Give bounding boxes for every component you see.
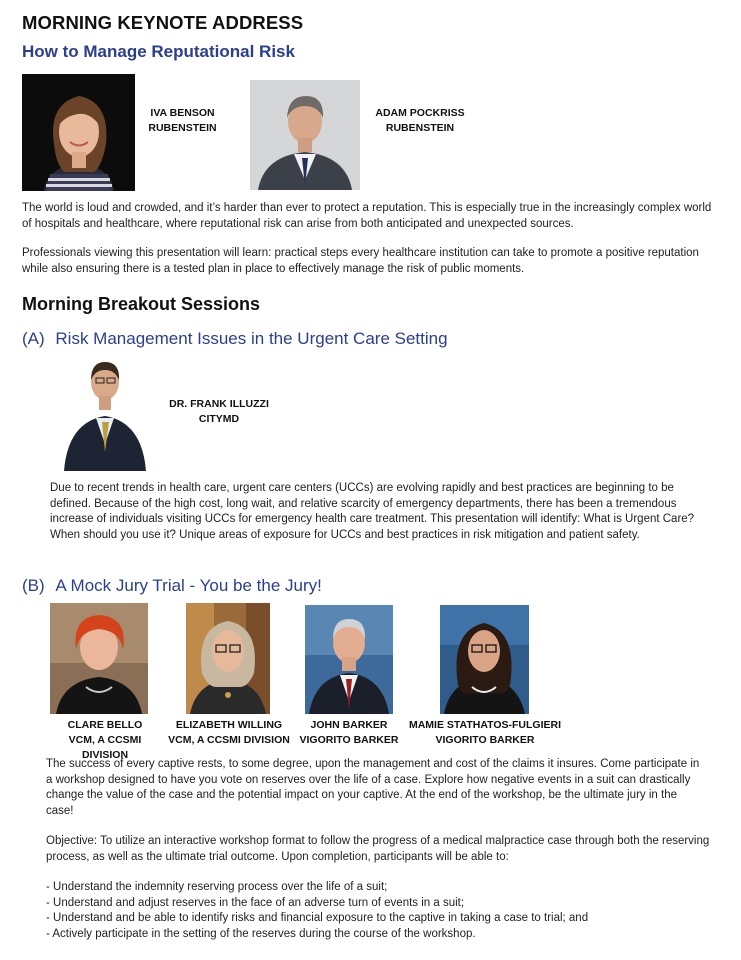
speaker-card-iva-benson (140, 106, 225, 136)
speaker-name: JOHN BARKER (310, 719, 388, 731)
speaker-org: VIGORITO BARKER (299, 734, 399, 746)
speaker-photo-adam-pockriss (250, 80, 360, 190)
speaker-org: CITYMD (198, 413, 240, 425)
speaker-card-john-barker (296, 718, 402, 748)
list-item: - Understand and be able to identify risks and financial exposure to the captive in taking a case to trial; and (46, 912, 589, 924)
keynote-title: MORNING KEYNOTE ADDRESS (22, 12, 304, 33)
speaker-name: MAMIE STATHATOS-FULGIERI (408, 719, 562, 731)
speaker-name: DR. FRANK ILLUZZI (169, 398, 269, 410)
speaker-card-elizabeth-willing (168, 718, 290, 748)
speaker-org: RUBENSTEIN (148, 122, 217, 134)
speaker-photo-iva-benson (22, 74, 135, 191)
session-b-title: A Mock Jury Trial - You be the Jury! (55, 576, 322, 595)
session-a-description: Due to recent trends in health care, urgent care centers (UCCs) are evolving rapidly and best practices are beginning to be defined. Because of the high cost, long wait, and relative scarcity of emergency departments, there has been a tremendous increase of individuals visiting UCCs for emergency health care treatment. This presentation will identify: What is Urgent Care? When should you use it? Unique areas of exposure for UCCs and best practices in risk mitigation and patient safety. (50, 482, 695, 541)
speaker-name: CLARE BELLO (67, 719, 143, 731)
session-b-description: The success of every captive rests, to some degree, upon the management and cost of the claims it insures. Come participate in a workshop designed to have you vote on reserves over the life of a case. Explore how negative events in a suit can drastically change the value of the case and the potential impact on your captive. At the end of the workshop, be the ultimate jury in the case! (46, 758, 700, 817)
session-b-heading (22, 576, 322, 596)
session-b-objectives-list (46, 880, 726, 942)
speaker-photo-frank-illuzzi (60, 352, 150, 471)
speaker-card-frank-illuzzi (160, 397, 278, 427)
list-item: - Understand and adjust reserves in the face of an adverse turn of events in a suit; (46, 896, 465, 909)
speaker-photo-mamie-stathatos-fulgieri (440, 605, 529, 714)
keynote-outcomes: Professionals viewing this presentation will learn: practical steps every healthcare institution can take to promote a positive reputation while also ensuring there is a tested plan in place to effectively manage the risk of public moments. (22, 247, 699, 275)
keynote-subtitle: How to Manage Reputational Risk (22, 42, 295, 61)
session-a-heading (22, 329, 448, 349)
speaker-card-adam-pockriss (364, 106, 476, 136)
list-item: - Actively participate in the setting of the reserves during the course of the workshop. (46, 927, 476, 940)
session-b-label: (B) (22, 576, 45, 595)
speaker-name: IVA BENSON (150, 107, 215, 119)
speaker-org: RUBENSTEIN (385, 122, 455, 134)
keynote-description: The world is loud and crowded, and it’s harder than ever to protect a reputation. This is especially true in the increasingly complex world of hospitals and healthcare, where reputational risk can arise from both anticipated and unexpected sources. (22, 202, 712, 230)
speaker-card-mamie-stathatos-fulgieri (408, 718, 562, 748)
speaker-org: VIGORITO BARKER (435, 734, 535, 746)
speaker-org: VCM, A CCSMI DIVISION (68, 734, 142, 761)
speaker-org: VCM, A CCSMI DIVISION (168, 734, 290, 746)
speaker-name: ELIZABETH WILLING (175, 719, 283, 731)
speaker-name: ADAM POCKRISS (375, 107, 465, 119)
session-b-objective: Objective: To utilize an interactive workshop format to follow the progress of a medical malpractice case through both the reserving process, as well as the ultimate trial outcome. Upon completion, participants will be able to: (46, 835, 710, 863)
session-a-label: (A) (22, 329, 45, 348)
breakout-title: Morning Breakout Sessions (22, 294, 261, 314)
speaker-photo-john-barker (305, 605, 393, 714)
list-item: - Understand the indemnity reserving process over the life of a suit; (46, 881, 388, 893)
session-a-title: Risk Management Issues in the Urgent Care Setting (55, 329, 448, 348)
speaker-photo-elizabeth-willing (186, 603, 270, 714)
speaker-photo-clare-bello (50, 603, 148, 714)
